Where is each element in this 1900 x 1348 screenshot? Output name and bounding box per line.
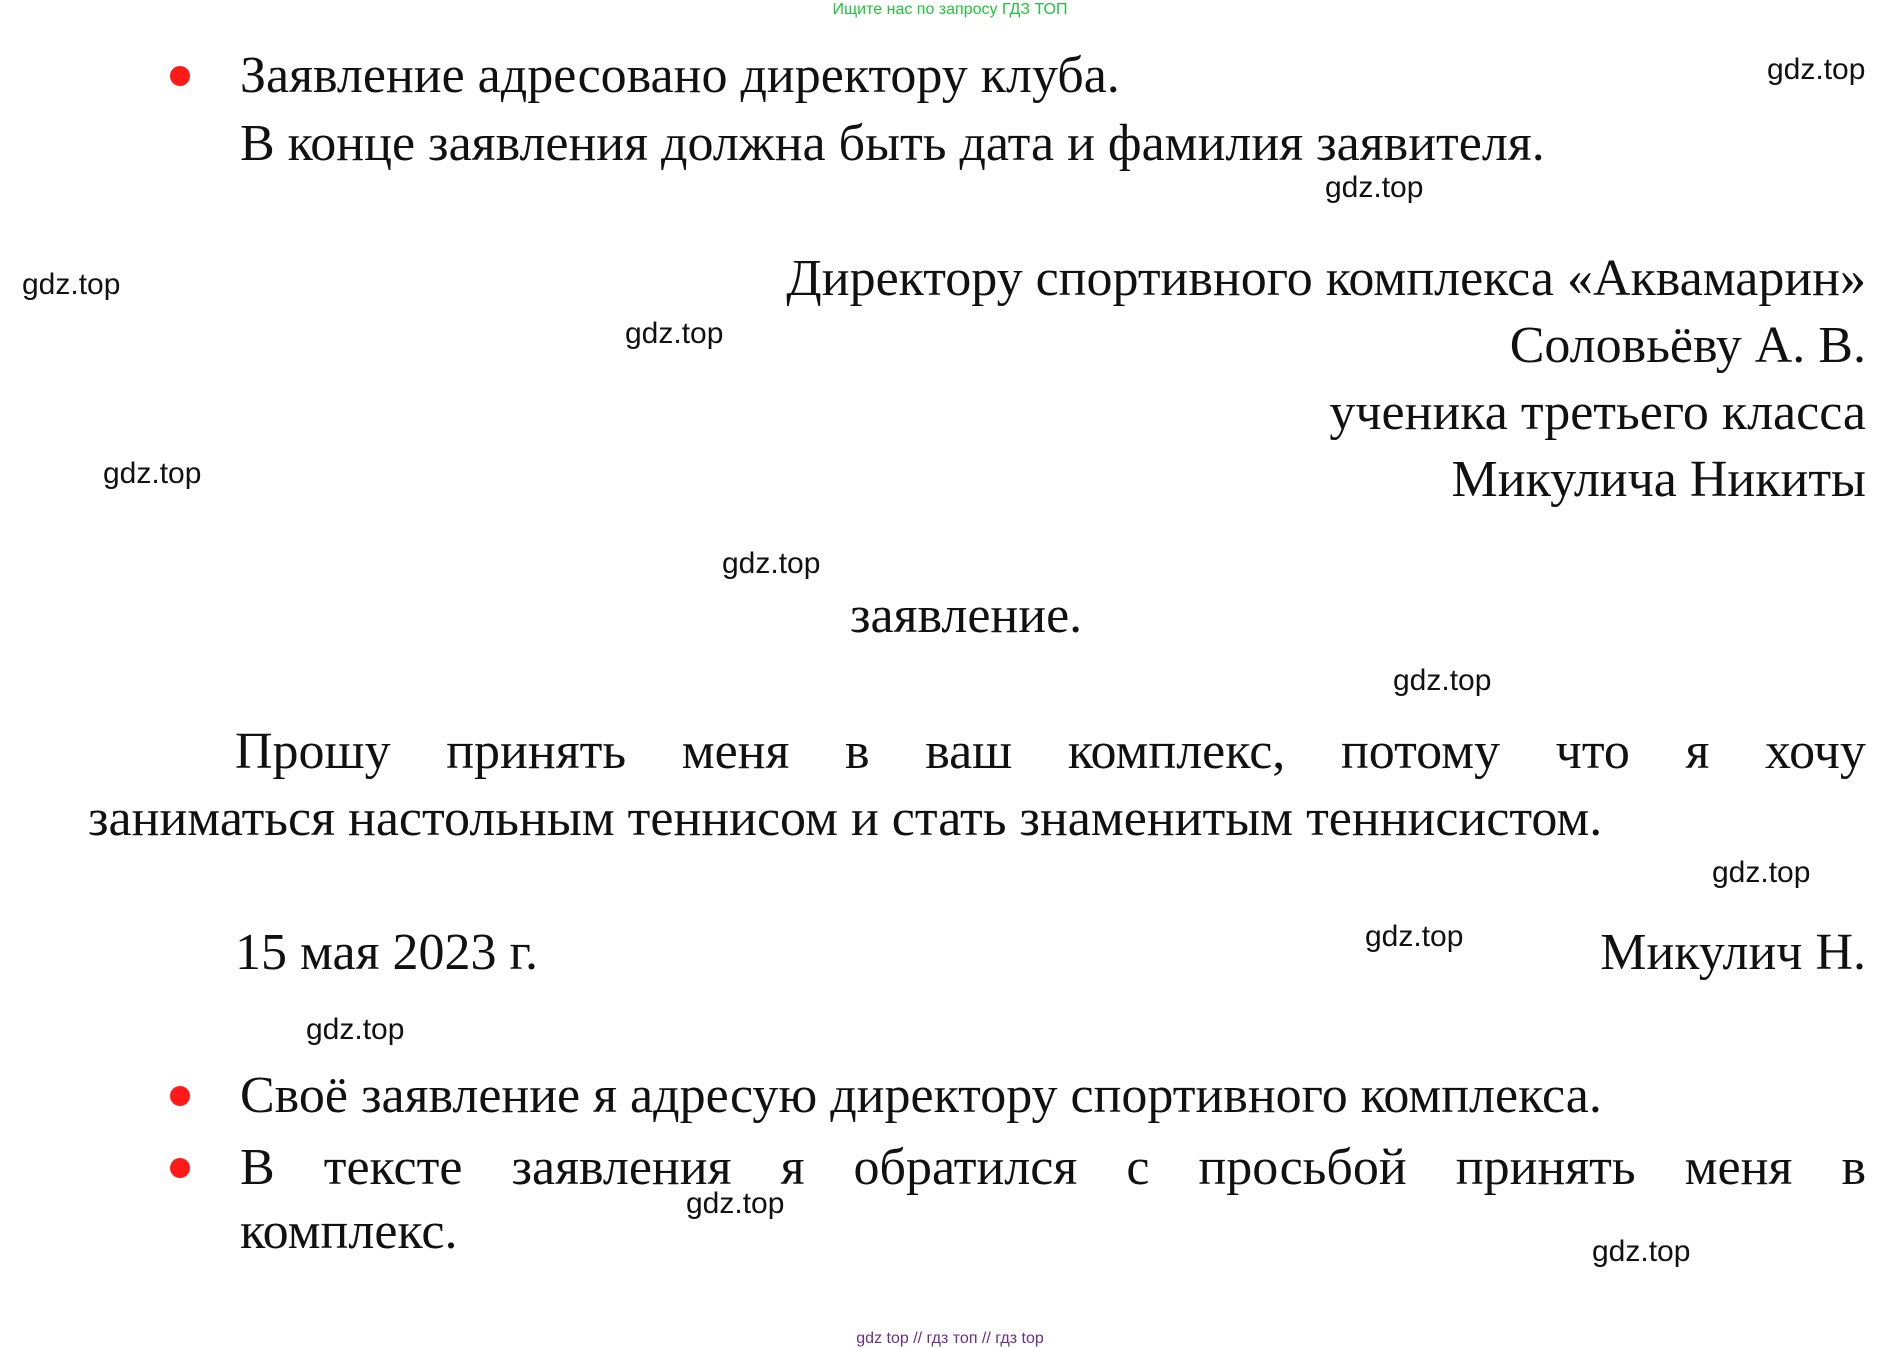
request-word: Прошу xyxy=(235,723,391,780)
request-word: что xyxy=(1555,723,1630,780)
request-word: принять xyxy=(446,723,627,780)
bullet-item-2-word: тексте xyxy=(323,1139,463,1196)
request-word: в xyxy=(845,723,870,780)
bullet-item-2-word: принять xyxy=(1455,1139,1636,1196)
watermark: gdz.top xyxy=(1393,664,1492,697)
bullet-dot xyxy=(170,1158,190,1178)
bullet-item-2-word: в xyxy=(1841,1139,1866,1196)
bullet-dot xyxy=(170,66,190,86)
bullet-item-2-word: заявления xyxy=(511,1139,732,1196)
statement-signature: Микулич Н. xyxy=(1600,924,1866,981)
request-line-2: заниматься настольным теннисом и стать знаменитым теннисистом. xyxy=(88,790,1603,847)
request-word: ваш xyxy=(925,723,1013,780)
watermark: gdz.top xyxy=(722,547,821,580)
bullet-item-2-word: я xyxy=(780,1139,805,1196)
watermark: gdz.top xyxy=(1712,856,1811,889)
addressee-line-3: ученика третьего класса xyxy=(1329,384,1866,441)
intro-line-1: Заявление адресовано директору клуба. xyxy=(240,47,1120,104)
watermark: gdz.top xyxy=(625,317,724,350)
bullet-dot xyxy=(170,1086,190,1106)
request-word: комплекс, xyxy=(1067,723,1286,780)
request-line-1 xyxy=(235,722,1866,782)
bullet-item-2-word: меня xyxy=(1684,1139,1793,1196)
bullet-item-2-line-1 xyxy=(240,1138,1866,1198)
bullet-item-1: Своё заявление я адресую директору спортивного комплекса. xyxy=(240,1067,1602,1124)
watermark: gdz.top xyxy=(22,268,121,301)
request-word: хочу xyxy=(1765,723,1866,780)
request-word: потому xyxy=(1340,723,1501,780)
bullet-item-2-word: просьбой xyxy=(1198,1139,1407,1196)
top-search-note: Ищите нас по запросу ГДЗ ТОП xyxy=(832,1,1068,18)
watermark: gdz.top xyxy=(1325,171,1424,204)
statement-title: заявление. xyxy=(850,587,1083,644)
intro-line-2: В конце заявления должна быть дата и фамилия заявителя. xyxy=(240,115,1545,172)
bullet-item-2-word: обратился xyxy=(853,1139,1078,1196)
bullet-item-2-line-2: комплекс. xyxy=(240,1203,458,1260)
watermark: gdz.top xyxy=(1767,53,1866,86)
watermark: gdz.top xyxy=(103,457,202,490)
statement-date: 15 мая 2023 г. xyxy=(235,924,539,981)
request-word: я xyxy=(1685,723,1710,780)
watermark: gdz.top xyxy=(686,1187,785,1220)
bullet-item-2-word: с xyxy=(1126,1139,1150,1196)
request-word: меня xyxy=(681,723,790,780)
bottom-watermark-note: gdz top // гдз топ // гдз top xyxy=(856,1330,1044,1347)
watermark: gdz.top xyxy=(306,1013,405,1046)
bullet-item-2-word: В xyxy=(240,1139,275,1196)
addressee-line-1: Директору спортивного комплекса «Аквамарин» xyxy=(786,250,1866,307)
addressee-line-2: Соловьёву А. В. xyxy=(1509,317,1866,374)
watermark: gdz.top xyxy=(1365,920,1464,953)
addressee-line-4: Микулича Никиты xyxy=(1451,451,1866,508)
watermark: gdz.top xyxy=(1592,1235,1691,1268)
